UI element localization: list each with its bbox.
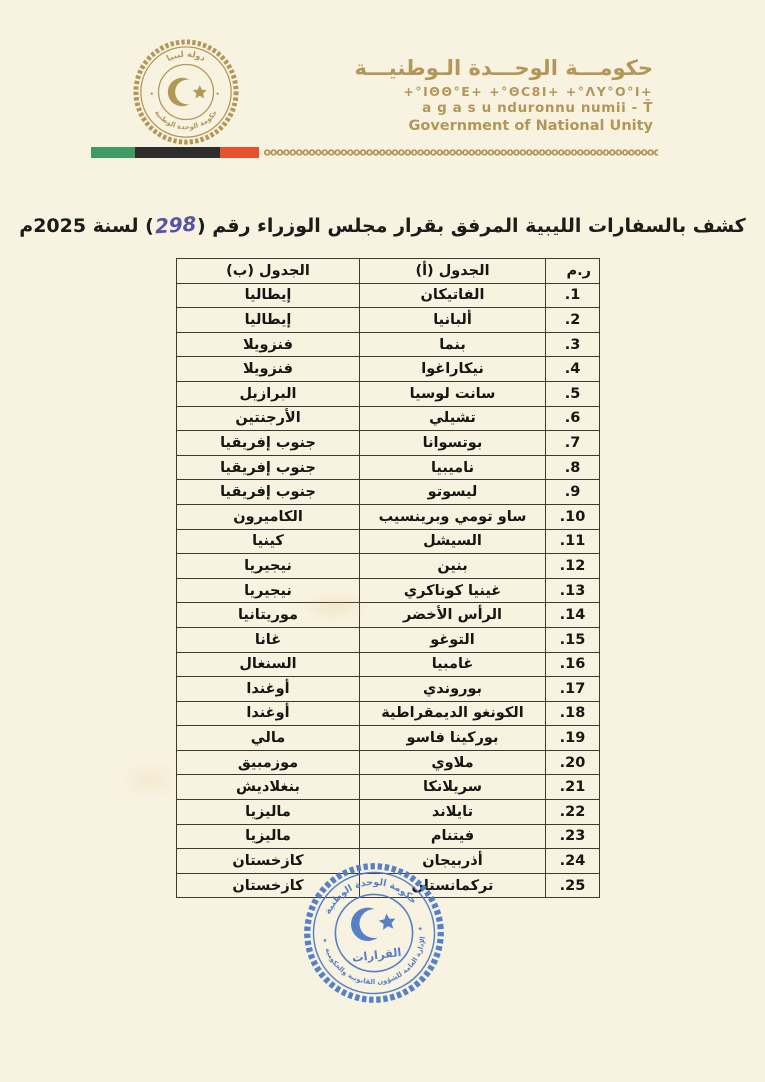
table-row	[177, 357, 600, 382]
row-number: .14	[546, 603, 600, 628]
org-name-english: Government of National Unity	[408, 117, 653, 134]
country-table-a-cell: أذربيجان	[360, 849, 546, 874]
country-table-b-cell: كازخستان	[177, 873, 360, 898]
row-number: .24	[546, 849, 600, 874]
row-number: .6	[546, 406, 600, 431]
table-row	[177, 431, 600, 456]
country-table-b-cell: الكاميرون	[177, 504, 360, 529]
country-table-b-cell: جنوب إفريقيا	[177, 455, 360, 480]
country-table-b-cell: كازخستان	[177, 849, 360, 874]
row-number: .20	[546, 750, 600, 775]
row-number: .25	[546, 873, 600, 898]
country-table-b-cell: نيجيريا	[177, 554, 360, 579]
table-row	[177, 554, 600, 579]
row-number: .16	[546, 652, 600, 677]
emblem-separator-right: ٭	[215, 88, 220, 98]
country-table-b-cell: بنغلاديش	[177, 775, 360, 800]
country-table-a-cell: السيشل	[360, 529, 546, 554]
country-table-a-cell: تركمانستان	[360, 873, 546, 898]
embassy-table	[176, 258, 600, 898]
org-name-arabic: حكومـــة الوحـــدة الـوطنيـــة	[354, 56, 653, 80]
row-number: .10	[546, 504, 600, 529]
official-stamp	[293, 852, 456, 1015]
libya-state-emblem-icon	[132, 38, 240, 146]
table-row	[177, 775, 600, 800]
table-row	[177, 701, 600, 726]
country-table-a-cell: بوتسوانا	[360, 431, 546, 456]
column-header-table-b: الجدول (ب)	[177, 259, 360, 284]
country-table-a-cell: بوروندي	[360, 677, 546, 702]
org-name-latin: a g a s u nduronnu numii - T̄	[422, 99, 653, 116]
row-number: .13	[546, 578, 600, 603]
embassy-table-body	[177, 283, 600, 898]
country-table-b-cell: فنزويلا	[177, 357, 360, 382]
country-table-a-cell: التوغو	[360, 627, 546, 652]
row-number: .12	[546, 554, 600, 579]
decision-number-group: (298)	[145, 211, 206, 239]
row-number: .17	[546, 677, 600, 702]
table-row	[177, 283, 600, 308]
country-table-b-cell: فنزويلا	[177, 332, 360, 357]
country-table-b-cell: غانا	[177, 627, 360, 652]
emblem-ring-text-top: دولة ليبيا	[164, 48, 208, 64]
country-table-a-cell: سانت لوسيا	[360, 381, 546, 406]
country-table-b-cell: الأرجنتين	[177, 406, 360, 431]
country-table-a-cell: الكونغو الديمقراطية	[360, 701, 546, 726]
country-table-a-cell: الفاتيكان	[360, 283, 546, 308]
header-rule	[91, 147, 658, 158]
country-table-b-cell: نيجيريا	[177, 578, 360, 603]
row-number: .22	[546, 800, 600, 825]
row-number: .15	[546, 627, 600, 652]
country-table-a-cell: بنما	[360, 332, 546, 357]
table-row	[177, 480, 600, 505]
scan-smudge	[120, 760, 180, 800]
row-number: .5	[546, 381, 600, 406]
stamp-crescent-star-icon	[349, 904, 398, 943]
country-table-b-cell: ماليزيا	[177, 800, 360, 825]
emblem-separator-left: ٭	[149, 88, 154, 98]
table-row	[177, 332, 600, 357]
row-number: .3	[546, 332, 600, 357]
country-table-a-cell: تايلاند	[360, 800, 546, 825]
table-row	[177, 578, 600, 603]
embassy-table-container	[176, 258, 599, 898]
country-table-a-cell: غينيا كوناكري	[360, 578, 546, 603]
table-row	[177, 381, 600, 406]
column-header-number: ر.م	[546, 259, 600, 284]
document-title	[0, 213, 765, 237]
country-table-b-cell: إيطاليا	[177, 283, 360, 308]
table-row	[177, 800, 600, 825]
country-table-b-cell: جنوب إفريقيا	[177, 480, 360, 505]
row-number: .2	[546, 308, 600, 333]
table-row	[177, 627, 600, 652]
row-number: .9	[546, 480, 600, 505]
country-table-a-cell: الرأس الأخضر	[360, 603, 546, 628]
row-number: .23	[546, 824, 600, 849]
stamp-separator-right: ٭	[417, 923, 424, 935]
country-table-a-cell: بنين	[360, 554, 546, 579]
org-name-tifinagh: +°IΘΘ°E+ +°ΘC8I+ +°ΛY°O°I+	[403, 83, 653, 99]
gold-chain-divider	[264, 147, 658, 158]
table-row	[177, 750, 600, 775]
crescent-star-icon	[168, 78, 207, 106]
row-number: .11	[546, 529, 600, 554]
row-number: .19	[546, 726, 600, 751]
title-text-before: كشف بالسفارات الليبية المرفق بقرار مجلس الوزراء رقم	[212, 215, 746, 237]
table-row	[177, 504, 600, 529]
letterhead-text-block	[355, 57, 653, 134]
country-table-b-cell: موريتانيا	[177, 603, 360, 628]
handwritten-decision-number: 298	[153, 211, 197, 239]
row-number: .18	[546, 701, 600, 726]
table-header-row	[177, 259, 600, 284]
flag-green-segment	[91, 147, 135, 158]
country-table-b-cell: موزمبيق	[177, 750, 360, 775]
table-row	[177, 308, 600, 333]
country-table-a-cell: تشيلي	[360, 406, 546, 431]
emblem-ring-text-bottom: حكومة الوحدة الوطنية	[153, 108, 219, 132]
country-table-a-cell: ملاوي	[360, 750, 546, 775]
stamp-bottom-arc-text: الإدارة العامة للشؤون القانونية والحكومية	[323, 936, 427, 987]
flag-black-segment	[135, 147, 220, 158]
flag-red-segment	[220, 147, 259, 158]
table-row	[177, 824, 600, 849]
country-table-a-cell: نيكاراغوا	[360, 357, 546, 382]
country-table-a-cell: ناميبيا	[360, 455, 546, 480]
country-table-b-cell: أوغندا	[177, 701, 360, 726]
table-row	[177, 455, 600, 480]
table-row	[177, 406, 600, 431]
country-table-b-cell: أوغندا	[177, 677, 360, 702]
country-table-a-cell: فيتنام	[360, 824, 546, 849]
row-number: .1	[546, 283, 600, 308]
table-row	[177, 529, 600, 554]
table-row	[177, 677, 600, 702]
country-table-b-cell: ماليزيا	[177, 824, 360, 849]
country-table-a-cell: ألبانيا	[360, 308, 546, 333]
country-table-a-cell: سريلانكا	[360, 775, 546, 800]
country-table-a-cell: بوركينا فاسو	[360, 726, 546, 751]
country-table-b-cell: السنغال	[177, 652, 360, 677]
stamp-top-arc-text: حكومة الوحدة الوطنية	[322, 876, 419, 917]
country-table-b-cell: مالي	[177, 726, 360, 751]
row-number: .21	[546, 775, 600, 800]
country-table-a-cell: ليسوتو	[360, 480, 546, 505]
country-table-b-cell: كينيا	[177, 529, 360, 554]
table-row	[177, 726, 600, 751]
country-table-a-cell: غامبيا	[360, 652, 546, 677]
column-header-table-a: الجدول (أ)	[360, 259, 546, 284]
country-table-b-cell: جنوب إفريقيا	[177, 431, 360, 456]
country-table-a-cell: ساو تومي وبرينسيب	[360, 504, 546, 529]
row-number: .7	[546, 431, 600, 456]
row-number: .4	[546, 357, 600, 382]
svg-text:دولة ليبيا	[165, 49, 208, 64]
table-row	[177, 603, 600, 628]
title-text-after: لسنة 2025م	[19, 215, 139, 237]
table-row	[177, 652, 600, 677]
country-table-b-cell: البرازيل	[177, 381, 360, 406]
row-number: .8	[546, 455, 600, 480]
stamp-center-text: القرارات	[351, 944, 403, 965]
country-table-b-cell: إيطاليا	[177, 308, 360, 333]
stamp-separator-left: ٭	[321, 934, 329, 947]
